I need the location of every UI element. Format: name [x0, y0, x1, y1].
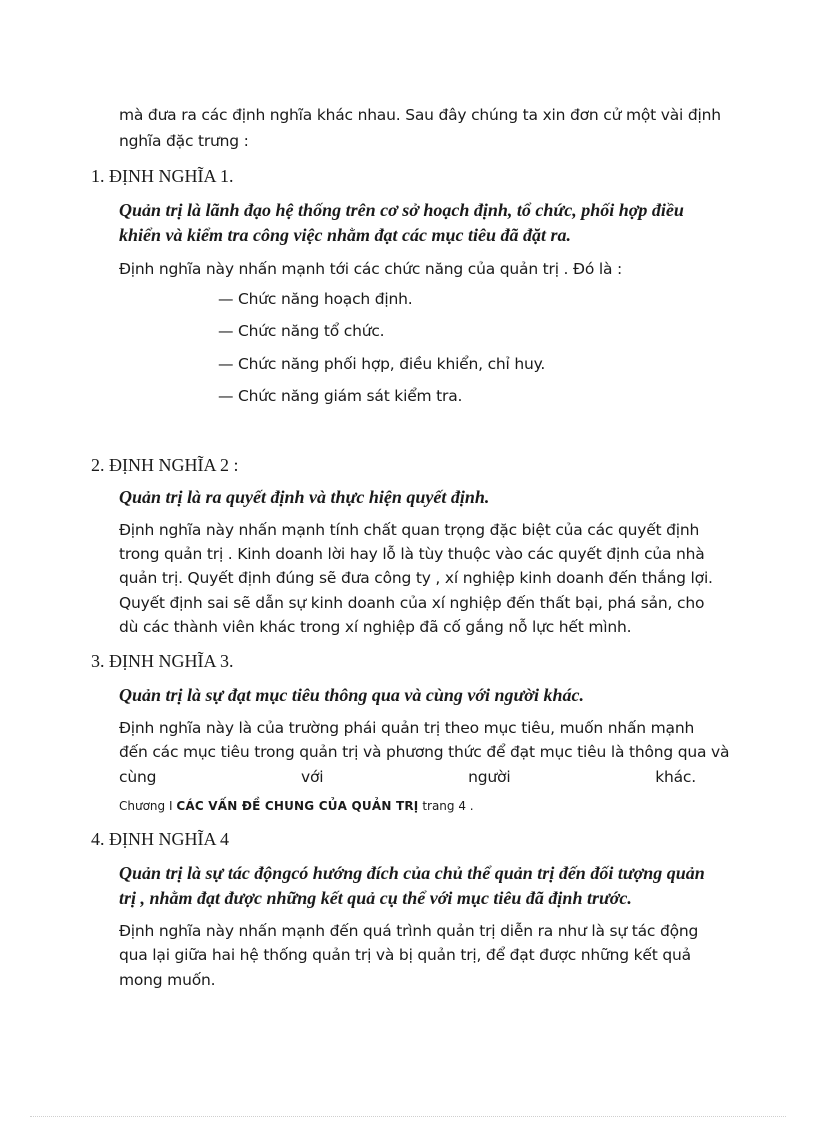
intro-line-1: mà đưa ra các định nghĩa khác nhau. Sau đây chúng ta xin đơn cử một vài định — [119, 106, 721, 124]
justified-word: khác. — [655, 768, 696, 786]
intro-line-2: nghĩa đặc trưng : — [119, 132, 249, 150]
justified-word: người — [468, 768, 511, 786]
definition-1-statement-line-1: Quản trị là lãnh đạo hệ thống trên cơ sở hoạch định, tổ chức, phối hợp điều — [119, 200, 684, 220]
definition-4-heading: 4. ĐỊNH NGHĨA 4 — [91, 829, 229, 849]
footer-chapter-title: CÁC VẤN ĐỀ CHUNG CỦA QUẢN TRỊ — [176, 799, 419, 813]
definition-2-paragraph-line: trong quản trị . Kinh doanh lời hay lỗ là tùy thuộc vào các quyết định của nhà — [119, 545, 705, 563]
function-item: — Chức năng tổ chức. — [218, 322, 385, 340]
definition-3-statement: Quản trị là sự đạt mục tiêu thông qua và cùng với người khác. — [119, 685, 584, 705]
definition-4-paragraph-line: mong muốn. — [119, 971, 216, 989]
definition-1-heading: 1. ĐỊNH NGHĨA 1. — [91, 166, 234, 186]
definition-4-statement-line-2: trị , nhằm đạt được những kết quả cụ thể với mục tiêu đã định trước. — [119, 888, 632, 908]
chapter-footer — [119, 799, 474, 813]
definition-4-paragraph-line: qua lại giữa hai hệ thống quản trị và bị quản trị, để đạt được những kết quả — [119, 946, 691, 964]
definition-3-justified-line — [119, 768, 696, 786]
footer-prefix: Chương I — [119, 799, 173, 813]
definition-2-paragraph-line: Quyết định sai sẽ dẫn sự kinh doanh của xí nghiệp đến thất bại, phá sản, cho — [119, 594, 705, 612]
definition-2-paragraph-line: Định nghĩa này nhấn mạnh tính chất quan trọng đặc biệt của các quyết định — [119, 521, 700, 539]
definition-2-paragraph-line: quản trị. Quyết định đúng sẽ đưa công ty , xí nghiệp kinh doanh đến thắng lợi. — [119, 569, 713, 587]
definition-3-heading: 3. ĐỊNH NGHĨA 3. — [91, 651, 234, 671]
definition-1-statement-line-2: khiển và kiểm tra công việc nhằm đạt các mục tiêu đã đặt ra. — [119, 225, 571, 245]
definition-3-paragraph-line: đến các mục tiêu trong quản trị và phương thức để đạt mục tiêu là thông qua và — [119, 743, 730, 761]
justified-word: cùng — [119, 768, 157, 786]
definition-4-statement-line-1: Quản trị là sự tác độngcó hướng đích của chủ thể quản trị đến đối tượng quản — [119, 863, 705, 883]
function-item: — Chức năng hoạch định. — [218, 290, 413, 308]
definition-3-paragraph-line: Định nghĩa này là của trường phái quản trị theo mục tiêu, muốn nhấn mạnh — [119, 719, 695, 737]
footer-page-number: trang 4 . — [422, 799, 474, 813]
justified-word: với — [301, 768, 324, 786]
function-item: — Chức năng giám sát kiểm tra. — [218, 387, 463, 405]
function-item: — Chức năng phối hợp, điều khiển, chỉ huy. — [218, 355, 546, 373]
definition-2-statement: Quản trị là ra quyết định và thực hiện quyết định. — [119, 487, 490, 507]
definition-4-paragraph-line: Định nghĩa này nhấn mạnh đến quá trình quản trị diễn ra như là sự tác động — [119, 922, 699, 940]
definition-1-explanation: Định nghĩa này nhấn mạnh tới các chức năng của quản trị . Đó là : — [119, 260, 622, 278]
page-bottom-border — [30, 1116, 786, 1117]
definition-2-paragraph-line: dù các thành viên khác trong xí nghiệp đã cố gắng nỗ lực hết mình. — [119, 618, 632, 636]
definition-2-heading: 2. ĐỊNH NGHĨA 2 : — [91, 455, 239, 475]
